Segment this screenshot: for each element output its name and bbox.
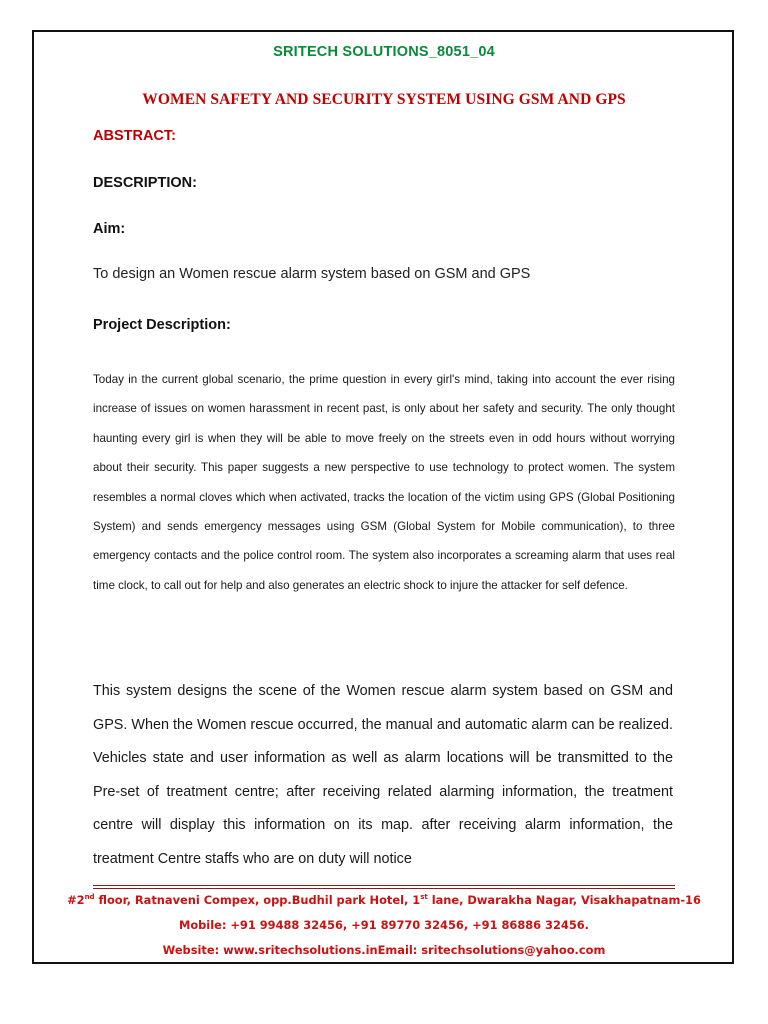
address-superscript-lane: st (420, 893, 428, 901)
company-header: SRITECH SOLUTIONS_8051_04 (273, 44, 495, 60)
system-design-paragraph: This system designs the scene of the Women rescue alarm system based on GSM and GPS. When the Women rescue occurred, the manual and automatic alarm can be realized. Vehicles state and user information as well as alarm locations will be transmitted to the Pre-set of treatment centre; after receiving related alarming information, the treatment centre will display this information on its map. after receiving alarm information, the treatment Centre staffs who are on duty will notice (93, 683, 673, 867)
address-prefix: #2 (67, 893, 85, 907)
footer-mobile: Mobile: +91 99488 32456, +91 89770 32456, +91 86886 32456. (178, 918, 590, 932)
footer-rule-bottom (93, 888, 675, 889)
project-description-paragraph: Today in the current global scenario, the prime question in every girl's mind, taking into account the ever rising increase of issues on women harassment in recent past, is only about her safety and security. The only thought haunting every girl is when they will be able to move freely on the streets even in odd hours without worrying about their security. This paper suggests a new perspective to use technology to protect women. The system resembles a normal cloves which when activated, tracks the location of the victim using GPS (Global Positioning System) and sends emergency messages using GSM (Global System for Mobile communication), to three emergency contacts and the police control room. The system also incorporates a screaming alarm that uses real time clock, to call out for help and also generates an electric shock to injure the attacker for self defence. (93, 373, 675, 592)
project-description-heading: Project Description: (93, 317, 231, 333)
footer-address (0, 893, 768, 907)
aim-text: To design an Women rescue alarm system based on GSM and GPS (93, 266, 531, 282)
address-middle: floor, Ratnaveni Compex, opp.Budhil park Hotel, 1 (94, 893, 421, 907)
footer-rule-top (93, 885, 675, 886)
aim-heading: Aim: (93, 221, 126, 237)
footer-website: Website: www.sritechsolutions.inEmail: sritechsolutions@yahoo.com (162, 943, 606, 957)
document-title: WOMEN SAFETY AND SECURITY SYSTEM USING GSM AND GPS (142, 91, 626, 108)
address-suffix: lane, Dwarakha Nagar, Visakhapatnam-16 (427, 893, 701, 907)
description-heading: DESCRIPTION: (93, 175, 197, 191)
abstract-heading: ABSTRACT: (93, 128, 176, 144)
address-superscript-floor: nd (84, 893, 95, 901)
